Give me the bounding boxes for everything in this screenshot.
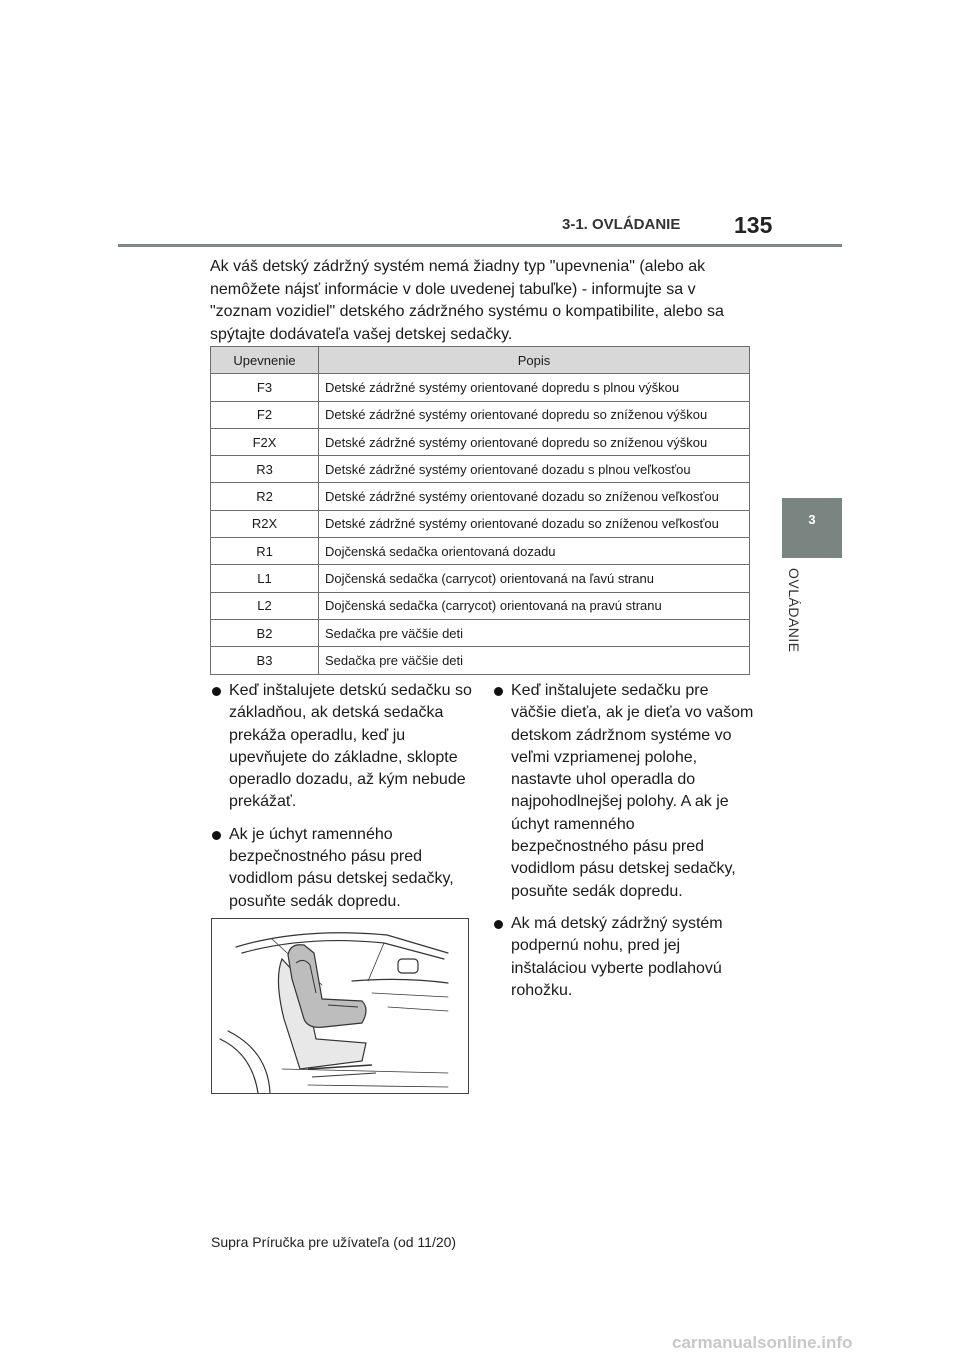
chapter-side-label: OVLÁDANIE <box>786 568 802 653</box>
watermark: carmanualsonline.info <box>672 1333 853 1352</box>
table-row <box>211 647 750 674</box>
table-row <box>211 565 750 592</box>
table-header-cell: Upevnenie <box>211 347 319 374</box>
bullet-dot-icon <box>494 687 503 696</box>
fixture-description: Detské zádržné systémy orientované dozadu so zníženou veľkosťou <box>319 510 750 537</box>
fixture-description: Dojčenská sedačka (carrycot) orientovaná na pravú stranu <box>319 592 750 619</box>
list-item <box>494 913 754 1002</box>
bullet-dot-icon <box>212 831 221 840</box>
fixture-code: L2 <box>211 592 319 619</box>
table-row <box>211 374 750 401</box>
table-row <box>211 619 750 646</box>
fixture-code: R2X <box>211 510 319 537</box>
child-seat-illustration <box>211 918 469 1094</box>
left-column <box>212 680 472 923</box>
fixture-description: Dojčenská sedačka (carrycot) orientovaná na ľavú stranu <box>319 565 750 592</box>
table-row <box>211 538 750 565</box>
section-title: 3-1. OVLÁDANIE <box>562 216 681 233</box>
table-header-row <box>211 347 750 374</box>
table-header-cell: Popis <box>319 347 750 374</box>
fixture-description: Detské zádržné systémy orientované dozadu so zníženou veľkosťou <box>319 483 750 510</box>
list-item-text: Ak je úchyt ramenného bezpečnostného pásu pred vodidlom pásu detskej sedačky, posuňte sedák dopredu. <box>229 825 454 910</box>
fixture-code: F3 <box>211 374 319 401</box>
page-footer: Supra Príručka pre užívateľa (od 11/20) <box>211 1234 457 1250</box>
fixture-code: B3 <box>211 647 319 674</box>
bullet-dot-icon <box>494 920 503 929</box>
intro-paragraph: Ak váš detský zádržný systém nemá žiadny typ "upevnenia" (alebo ak nemôžete nájsť informácie v dole uvedenej tabuľke) - informujte sa v "zoznam vozidiel" detského zádržného systému o kompatibilite, alebo sa spýtajte dodávateľa vašej detskej sedačky. <box>210 258 724 343</box>
list-item-text: Keď inštalujete sedačku pre väčšie dieťa, ak je dieťa vo vašom detskom zádržnom systéme vo veľmi vzpriamenej polohe, nastavte uhol operadla do najpohodlnejšej polohy. A ak je úchyt ramenného bezpečnostného pásu pred vodidlom pásu detskej sedačky, posuňte sedák dopredu. <box>511 682 754 900</box>
table-row <box>211 483 750 510</box>
fixture-code: R1 <box>211 538 319 565</box>
header-divider <box>118 244 842 247</box>
chapter-tab[interactable] <box>782 498 842 558</box>
bullet-dot-icon <box>212 687 221 696</box>
fixture-description: Sedačka pre väčšie deti <box>319 647 750 674</box>
fixture-code: R3 <box>211 456 319 483</box>
table-row <box>211 592 750 619</box>
fixture-description: Detské zádržné systémy orientované dopredu so zníženou výškou <box>319 428 750 455</box>
fixture-code: F2 <box>211 401 319 428</box>
table-row <box>211 401 750 428</box>
fixture-code: F2X <box>211 428 319 455</box>
car-interior-drawing <box>212 919 468 1093</box>
list-item <box>212 680 472 814</box>
list-item <box>494 680 754 903</box>
fixture-description: Sedačka pre väčšie deti <box>319 619 750 646</box>
table-row <box>211 456 750 483</box>
list-item-text: Ak má detský zádržný systém podpernú nohu, pred jej inštaláciou vyberte podlahovú rohožku. <box>511 914 723 999</box>
right-column <box>494 680 754 1012</box>
list-item <box>212 824 472 913</box>
chapter-tab-number: 3 <box>808 512 816 527</box>
fixture-description: Dojčenská sedačka orientovaná dozadu <box>319 538 750 565</box>
table-row <box>211 428 750 455</box>
fixture-code: B2 <box>211 619 319 646</box>
fixture-table <box>210 346 750 675</box>
list-item-text: Keď inštalujete detskú sedačku so základňou, ak detská sedačka prekáža operadlu, keď ju upevňujete do základne, sklopte operadlo dozadu, až kým nebude prekážať. <box>229 682 472 811</box>
fixture-code: R2 <box>211 483 319 510</box>
fixture-description: Detské zádržné systémy orientované dopredu so zníženou výškou <box>319 401 750 428</box>
fixture-description: Detské zádržné systémy orientované dopredu s plnou výškou <box>319 374 750 401</box>
fixture-description: Detské zádržné systémy orientované dozadu s plnou veľkosťou <box>319 456 750 483</box>
table-row <box>211 510 750 537</box>
fixture-code: L1 <box>211 565 319 592</box>
page-number: 135 <box>734 212 773 238</box>
